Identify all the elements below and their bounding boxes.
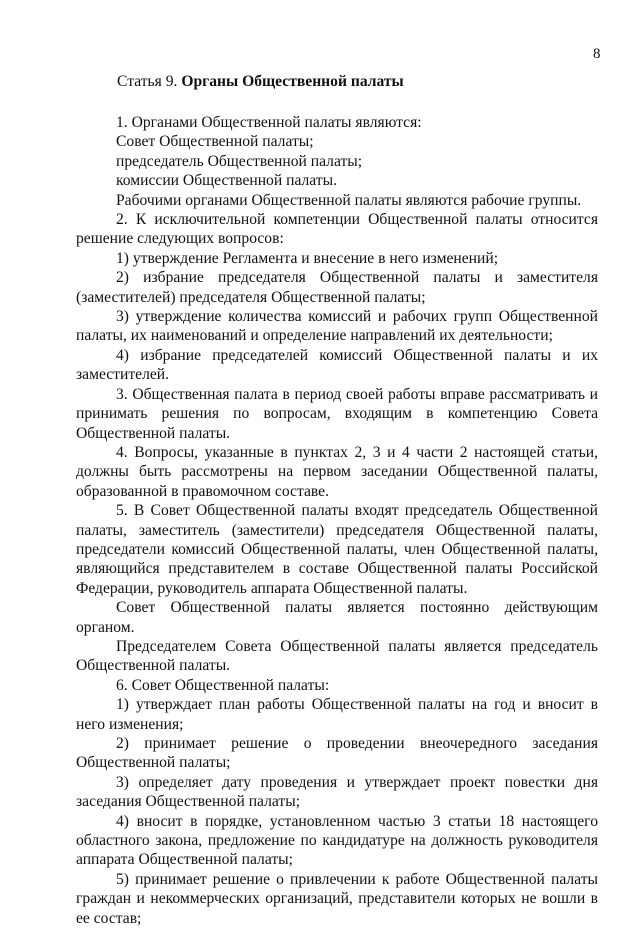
list-item: 5) принимает решение о привлечении к работе Общественной палаты граждан и некоммерческих организаций, представители которых не вошли в ее состав;	[76, 870, 598, 927]
list-item: 3) утверждение количества комиссий и рабочих групп Общественной палаты, их наименований и определение направлений их деятельности;	[76, 308, 598, 345]
paragraph: Рабочими органами Общественной палаты являются рабочие группы.	[116, 191, 582, 209]
paragraph: 6. Совет Общественной палаты:	[116, 676, 330, 694]
list-item: 2) избрание председателя Общественной палаты и заместителя (заместителей) председателя Общественной палаты;	[76, 269, 598, 306]
paragraph: 1. Органами Общественной палаты являются:	[116, 114, 422, 131]
page-number: 8	[593, 46, 601, 62]
paragraph: 4. Вопросы, указанные в пунктах 2, 3 и 4 части 2 настоящей статьи, должны быть рассмотрены на первом заседании Общественной палаты, образованной в правомочном составе.	[76, 443, 598, 500]
paragraph: Совет Общественной палаты является постоянно действующим органом.	[76, 599, 598, 636]
paragraph: 5. В Совет Общественной палаты входят председатель Общественной палаты, заместитель (заместители) председателя Общественной палаты, председатели комиссий Общественной палаты, член Общественной палаты, являющийся представителем в составе Общественной палаты Российской Федерации, руководитель аппарата Общественной палаты.	[76, 502, 598, 597]
paragraph: председатель Общественной палаты;	[116, 152, 363, 170]
paragraph: Председателем Совета Общественной палаты является председатель Общественной палаты.	[76, 637, 598, 675]
paragraph: 2. К исключительной компетенции Общественной палаты относится решение следующих вопросов:	[76, 211, 598, 248]
list-item: 3) определяет дату проведения и утверждает проект повестки дня заседания Общественной палаты;	[76, 773, 598, 811]
list-item: 1) утверждение Регламента и внесение в него изменений;	[116, 249, 499, 267]
article-heading	[117, 72, 404, 91]
list-item: 2) принимает решение о проведении внеочередного заседания Общественной палаты;	[76, 735, 598, 772]
list-item: 1) утверждает план работы Общественной палаты на год и вносит в него изменения;	[76, 696, 598, 733]
paragraph: 3. Общественная палата в период своей работы вправе рассматривать и принимать решения по вопросам, входящим в компетенцию Совета Общественной палаты.	[76, 385, 598, 442]
article-label: Статья 9.	[117, 73, 178, 90]
list-item: 4) избрание председателей комиссий Общественной палаты и их заместителей.	[76, 346, 598, 384]
paragraph: Совет Общественной палаты;	[116, 133, 314, 151]
paragraph: комиссии Общественной палаты.	[116, 172, 337, 190]
list-item: 4) вносит в порядке, установленном частью 3 статьи 18 настоящего областного закона, предложение по кандидатуре на должность руководителя аппарата Общественной палаты;	[76, 812, 598, 869]
article-body	[76, 113, 598, 928]
article-title: Органы Общественной палаты	[181, 73, 404, 90]
